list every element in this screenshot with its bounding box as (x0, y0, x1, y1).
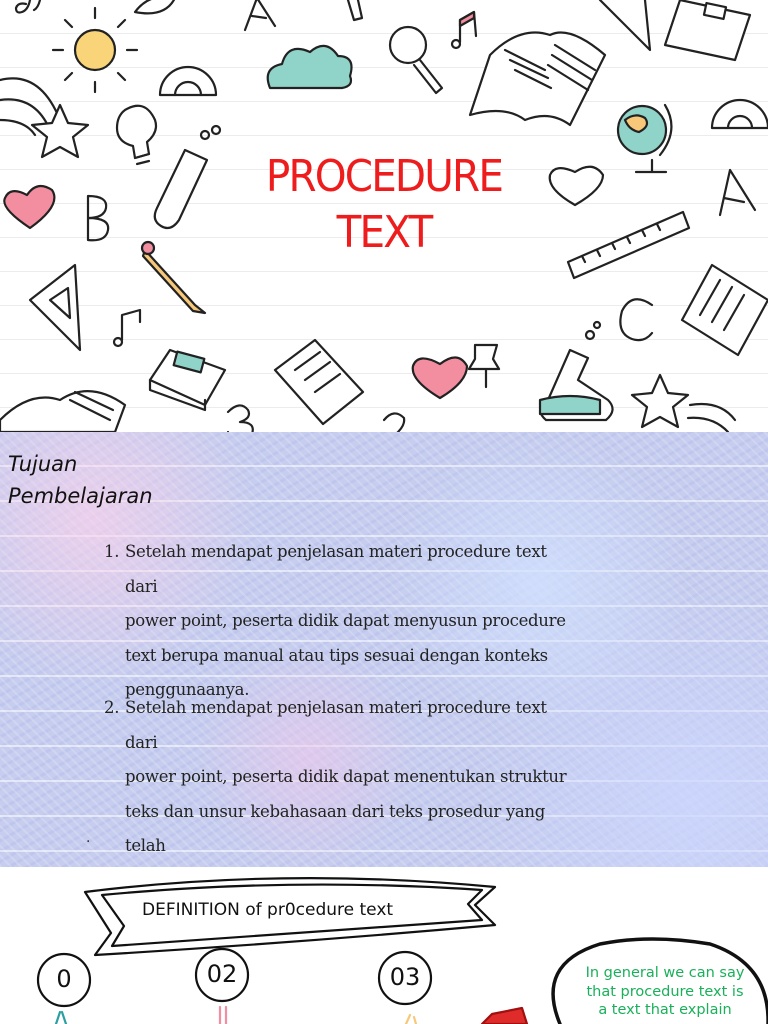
objectives-heading (8, 448, 153, 512)
objective-line: teks dan unsur kebahasaan dari teks prosedur yang telah (125, 801, 545, 855)
circle-label-0: 0 (56, 965, 72, 993)
slide-title-line-1: PROCEDURE (265, 151, 503, 202)
bubble-line: In general we can say (585, 965, 745, 981)
circle-label-03: 03 (389, 963, 421, 991)
learning-objectives-slide (0, 432, 768, 867)
objective-number: 1. (104, 542, 120, 561)
protractor-right-icon (712, 100, 768, 128)
pink-heart-center-icon (413, 357, 467, 398)
cloud-icon (268, 46, 352, 88)
objectives-heading-line-2: Pembelajaran (8, 484, 153, 508)
triangle-ruler-left-icon (30, 265, 80, 350)
magnifier-icon (390, 27, 426, 63)
letter-c-icon (620, 299, 652, 340)
objective-line: text berupa manual atau tips sesuai dengan konteks (125, 645, 548, 665)
bubble-line: a text that explain (598, 1002, 732, 1018)
objective-line: Setelah mendapat penjelasan materi procedure text dari (125, 542, 547, 596)
open-book-bottom-icon (0, 391, 125, 432)
objective-number: 2. (104, 698, 120, 717)
leaf-icon (135, 0, 175, 13)
circle-label-02: 02 (206, 960, 238, 988)
number-3-icon (228, 405, 253, 434)
pushpin-icon (469, 345, 499, 387)
definition-slide (0, 867, 768, 1024)
definition-banner-text: DEFINITION of pr0cedure text (142, 900, 394, 920)
star-right-icon (632, 375, 688, 427)
objective-line: penggunaanya. (125, 680, 250, 699)
triangle-ruler-icon (600, 0, 650, 50)
red-arrow-icon (482, 1008, 527, 1024)
title-slide (0, 0, 768, 432)
objective-line: power point, peserta didik dapat menyusun procedure (125, 611, 566, 630)
objectives-heading-line-1: Tujuan (8, 452, 78, 476)
objective-line: Setelah mendapat penjelasan materi procedure text dari (125, 698, 547, 752)
bubble-line: that procedure text is (586, 983, 744, 1000)
pencil-top-icon (348, 0, 362, 20)
document-right-icon (682, 265, 768, 355)
trailing-dot: . (86, 830, 91, 846)
music-note-icon (16, 0, 40, 13)
slide-title-line-2: TEXT (336, 207, 432, 258)
definition-bubble-text (580, 964, 750, 1020)
objective-line: power point, peserta didik dapat menentukan struktur (125, 767, 567, 786)
letter-a-top-icon (245, 0, 275, 30)
open-book-icon (470, 33, 605, 126)
music-note-small-icon (122, 310, 140, 340)
objective-item-1 (104, 535, 574, 708)
